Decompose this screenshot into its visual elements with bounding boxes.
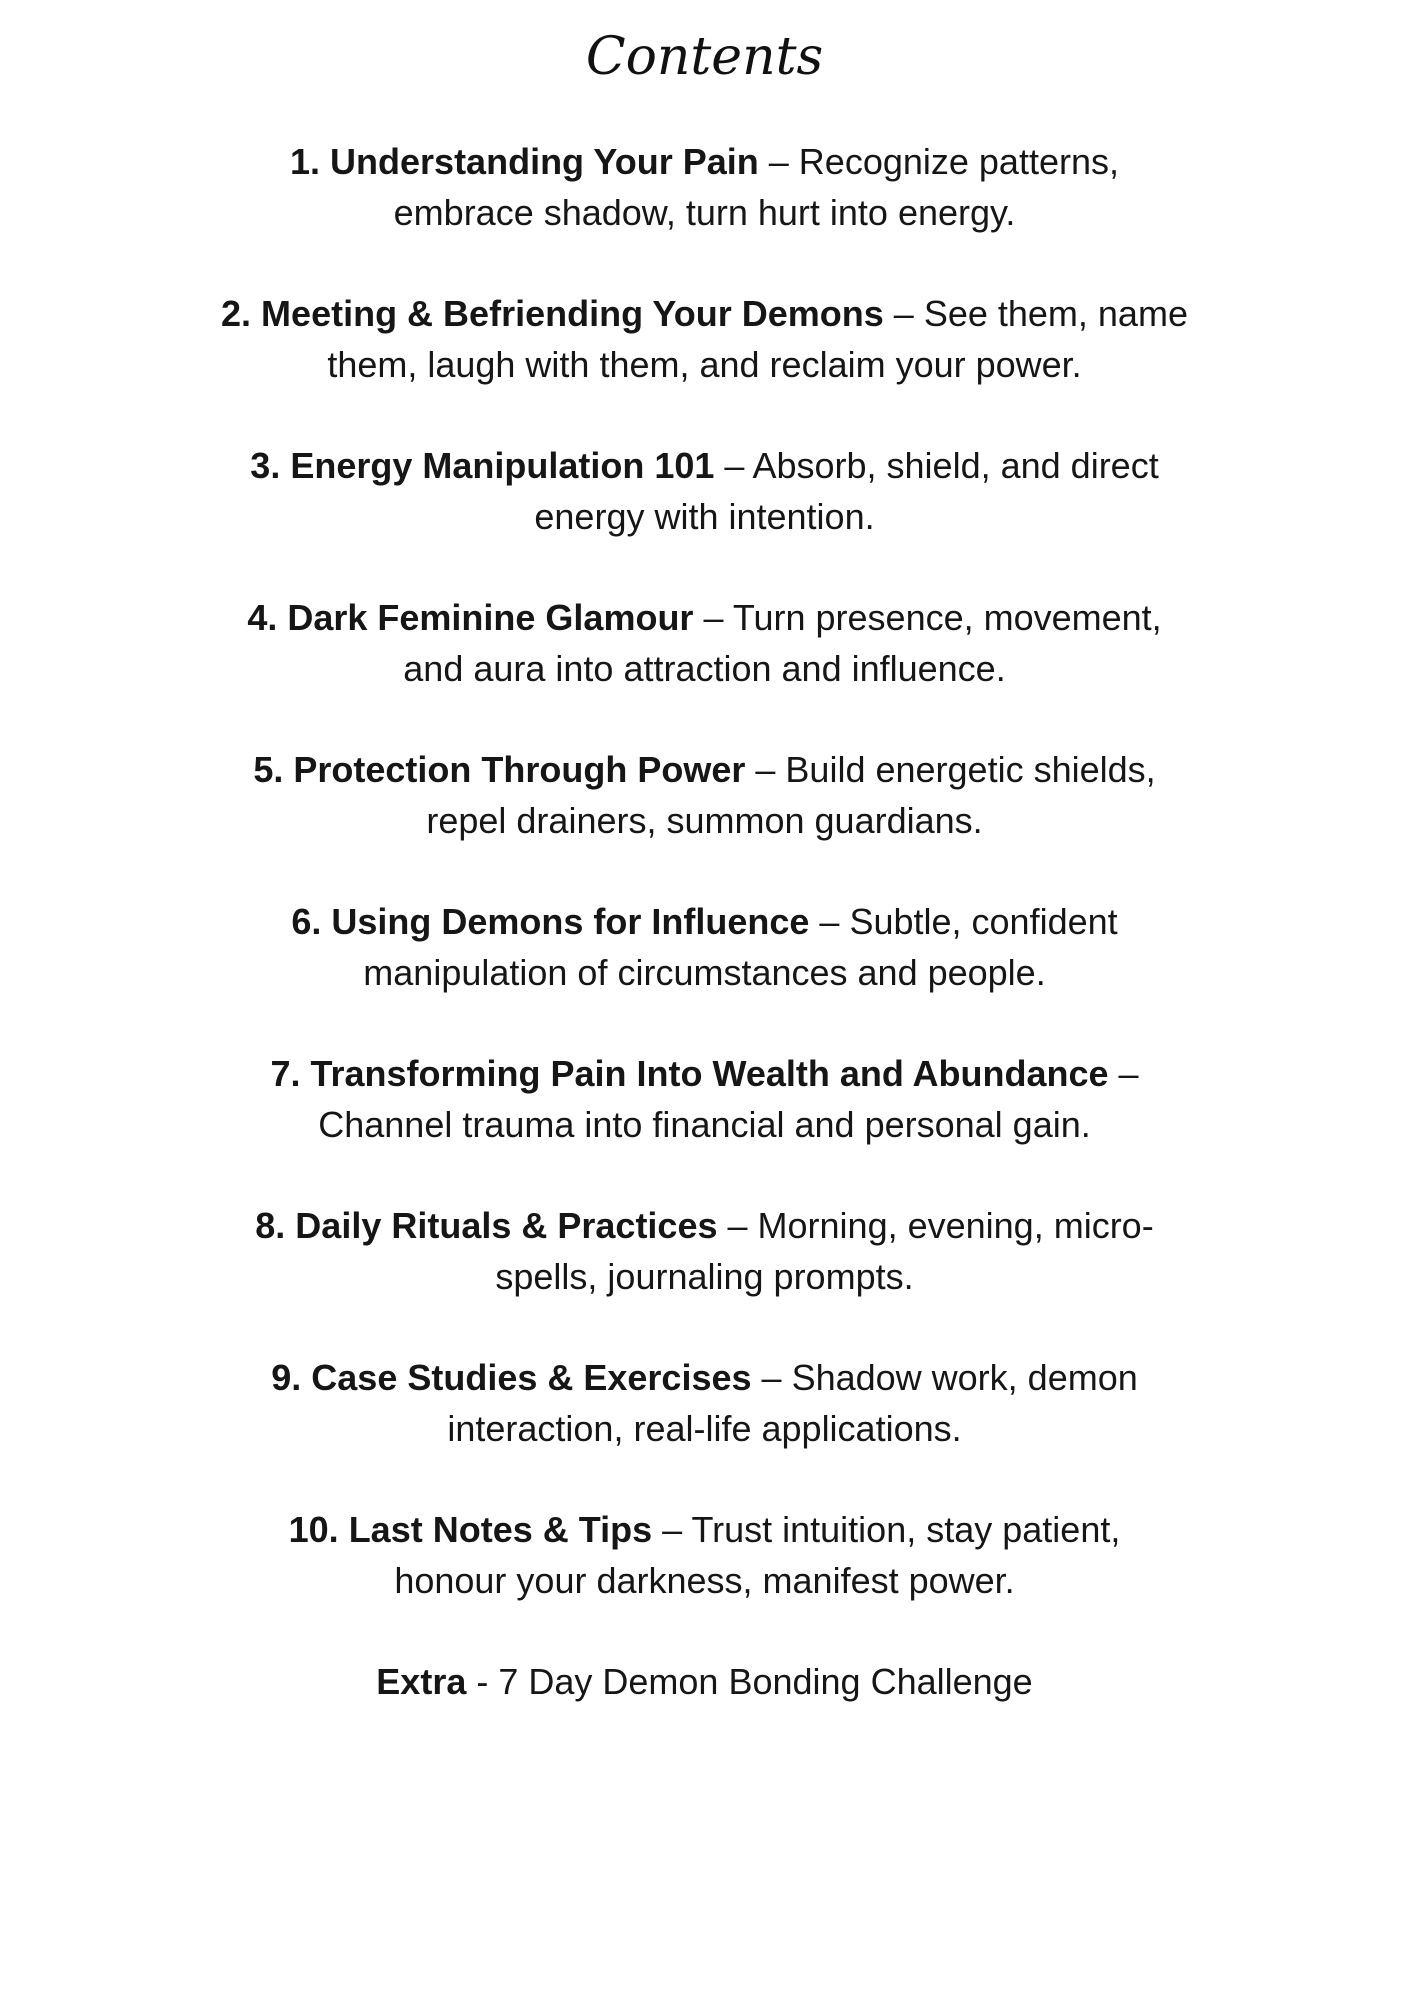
toc-entry-description: Subtle, confident bbox=[849, 901, 1118, 942]
toc-entry-line-1 bbox=[150, 1048, 1259, 1099]
toc-entry-10 bbox=[150, 1504, 1259, 1606]
toc-entry-line-1 bbox=[150, 1200, 1259, 1251]
toc-entry-line-1 bbox=[150, 896, 1259, 947]
toc-entry-description-line-2: repel drainers, summon guardians. bbox=[426, 800, 983, 841]
toc-entry-line-1 bbox=[150, 1656, 1259, 1707]
toc-entry-separator: – bbox=[717, 1205, 758, 1246]
toc-entry-heading: 2. Meeting & Befriending Your Demons bbox=[221, 293, 884, 334]
toc-entry-line-1 bbox=[150, 1504, 1259, 1555]
toc-entry-2 bbox=[150, 288, 1259, 390]
toc-entry-6 bbox=[150, 896, 1259, 998]
toc-entry-extra bbox=[150, 1656, 1259, 1707]
toc-entry-description-line-2: Channel trauma into financial and personal gain. bbox=[318, 1104, 1091, 1145]
toc-entry-heading: 10. Last Notes & Tips bbox=[288, 1509, 653, 1550]
toc-entry-description: Morning, evening, micro- bbox=[757, 1205, 1154, 1246]
toc-entry-description-line-2: spells, journaling prompts. bbox=[495, 1256, 914, 1297]
toc-entry-description-line-2: manipulation of circumstances and people. bbox=[363, 952, 1046, 993]
toc-entry-4 bbox=[150, 592, 1259, 694]
toc-entry-heading: 9. Case Studies & Exercises bbox=[271, 1357, 752, 1398]
toc-entry-separator: – bbox=[751, 1357, 792, 1398]
toc-entry-description: Shadow work, demon bbox=[791, 1357, 1138, 1398]
toc-entry-heading: 5. Protection Through Power bbox=[253, 749, 746, 790]
toc-entry-description-line-2: interaction, real-life applications. bbox=[447, 1408, 962, 1449]
toc-entry-9 bbox=[150, 1352, 1259, 1454]
toc-entry-heading: Extra bbox=[376, 1661, 467, 1702]
toc-entry-heading: 1. Understanding Your Pain bbox=[290, 141, 759, 182]
toc-entry-5 bbox=[150, 744, 1259, 846]
toc-entry-description: Build energetic shields, bbox=[785, 749, 1156, 790]
toc-entry-description: Recognize patterns, bbox=[798, 141, 1119, 182]
toc-entry-description: See them, name bbox=[923, 293, 1188, 334]
table-of-contents bbox=[150, 136, 1259, 1757]
page-title: Contents bbox=[585, 27, 824, 87]
toc-entry-heading: 8. Daily Rituals & Practices bbox=[255, 1205, 718, 1246]
toc-entry-line-1 bbox=[150, 744, 1259, 795]
toc-entry-separator: - bbox=[466, 1661, 499, 1702]
toc-entry-separator: – bbox=[714, 445, 753, 486]
toc-entry-description-line-2: and aura into attraction and influence. bbox=[403, 648, 1006, 689]
toc-entry-line-1 bbox=[150, 440, 1259, 491]
toc-entry-7 bbox=[150, 1048, 1259, 1150]
toc-entry-3 bbox=[150, 440, 1259, 542]
toc-entry-8 bbox=[150, 1200, 1259, 1302]
toc-entry-separator: – bbox=[1108, 1053, 1139, 1094]
toc-entry-separator: – bbox=[652, 1509, 692, 1550]
toc-entry-line-1 bbox=[150, 288, 1259, 339]
toc-entry-description-line-2: honour your darkness, manifest power. bbox=[394, 1560, 1015, 1601]
toc-entry-line-1 bbox=[150, 136, 1259, 187]
toc-entry-heading: 6. Using Demons for Influence bbox=[291, 901, 810, 942]
toc-entry-heading: 7. Transforming Pain Into Wealth and Abundance bbox=[270, 1053, 1109, 1094]
toc-entry-separator: – bbox=[758, 141, 799, 182]
toc-entry-heading: 3. Energy Manipulation 101 bbox=[250, 445, 715, 486]
toc-entry-line-1 bbox=[150, 592, 1259, 643]
toc-entry-description: 7 Day Demon Bonding Challenge bbox=[498, 1661, 1033, 1702]
toc-entry-description-line-2: them, laugh with them, and reclaim your power. bbox=[327, 344, 1082, 385]
toc-entry-description-line-2: embrace shadow, turn hurt into energy. bbox=[393, 192, 1016, 233]
toc-entry-description: Absorb, shield, and direct bbox=[752, 445, 1159, 486]
toc-entry-heading: 4. Dark Feminine Glamour bbox=[247, 597, 694, 638]
toc-entry-separator: – bbox=[883, 293, 924, 334]
toc-entry-description: Trust intuition, stay patient, bbox=[691, 1509, 1121, 1550]
toc-entry-separator: – bbox=[745, 749, 786, 790]
toc-entry-separator: – bbox=[809, 901, 850, 942]
toc-entry-1 bbox=[150, 136, 1259, 238]
toc-entry-description-line-2: energy with intention. bbox=[534, 496, 875, 537]
toc-entry-separator: – bbox=[693, 597, 733, 638]
toc-entry-description: Turn presence, movement, bbox=[732, 597, 1162, 638]
toc-entry-line-1 bbox=[150, 1352, 1259, 1403]
